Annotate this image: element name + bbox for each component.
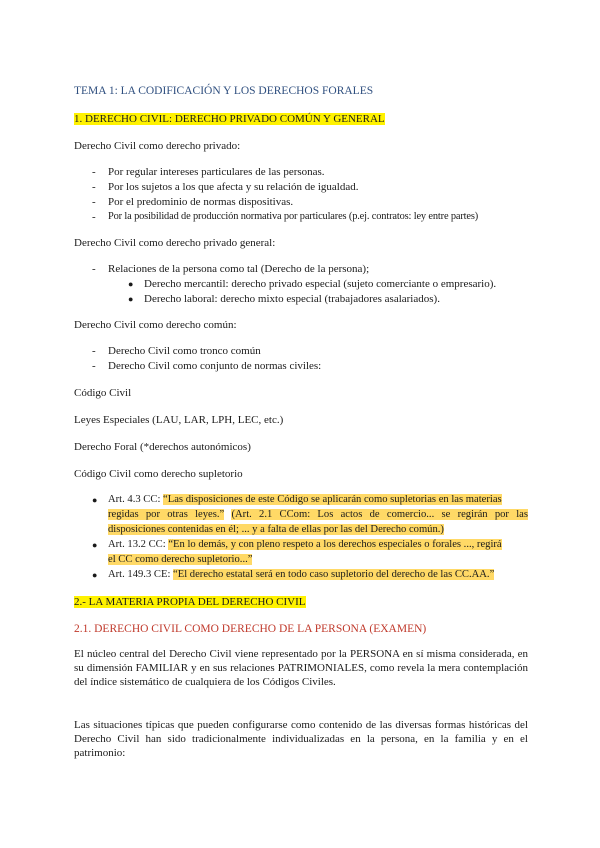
article-4-3-line2	[108, 508, 528, 522]
leyes-especiales: Leyes Especiales (LAU, LAR, LPH, LEC, etc.)	[74, 414, 284, 426]
sub-list-item: Derecho laboral: derecho mixto especial (trabajadores asalariados).	[144, 293, 440, 305]
dash-marker: -	[92, 263, 96, 275]
article-quote: el CC como derecho supletorio...”	[108, 554, 253, 565]
dash-marker: -	[92, 360, 96, 372]
bullet-marker: ●	[92, 570, 98, 580]
bullet-marker: ●	[92, 540, 98, 550]
dash-marker: -	[92, 196, 96, 208]
article-quote: “Las disposiciones de este Código se aplicarán como supletorias en las materias	[163, 494, 502, 505]
list-item: Derecho Civil como tronco común	[108, 345, 261, 357]
dash-marker: -	[92, 166, 96, 178]
section1-heading-text: 1. DERECHO CIVIL: DERECHO PRIVADO COMÚN Y GENERAL	[74, 113, 385, 125]
article-4-3-line1	[108, 493, 528, 507]
dash-marker: -	[92, 211, 96, 223]
article-quote: “El derecho estatal será en todo caso supletorio del derecho de las CC.AA.”	[173, 569, 495, 580]
section2-1-heading: 2.1. DERECHO CIVIL COMO DERECHO DE LA PERSONA (EXAMEN)	[74, 623, 427, 635]
bullet-marker: ●	[128, 294, 134, 304]
paragraph-situaciones: Las situaciones típicas que pueden configurarse como contenido de las diversas formas históricas del Derecho Civil han sido tradicionalmente individualizadas en la persona, en la familia y en el patrimonio:	[74, 719, 528, 759]
list-item: Por la posibilidad de producción normativa por particulares (p.ej. contratos: ley entre partes)	[108, 211, 479, 222]
section2-heading-text: 2.- LA MATERIA PROPIA DEL DERECHO CIVIL	[74, 596, 306, 608]
article-13-2-line2	[108, 553, 252, 567]
list-item: Relaciones de la persona como tal (Derecho de la persona);	[108, 263, 370, 275]
bullet-marker: ●	[128, 279, 134, 289]
comun-label: Derecho Civil como derecho común:	[74, 319, 237, 331]
bullet-marker: ●	[92, 495, 98, 505]
paragraph-persona: El núcleo central del Derecho Civil viene representado por la PERSONA en sí misma considerada, en su dimensión FAMILIAR y en sus relaciones PATRIMONIALES, como revela la mera contemplación del índice sistemático de cualquiera de los Códigos Civiles.	[74, 648, 528, 688]
article-149-3-line1	[108, 568, 494, 582]
derecho-foral: Derecho Foral (*derechos autonómicos)	[74, 441, 251, 453]
sub-list-item: Derecho mercantil: derecho privado especial (sujeto comerciante o empresario).	[144, 278, 497, 290]
article-ref: Art. 13.2 CC:	[108, 539, 166, 550]
article-ref: Art. 4.3 CC:	[108, 494, 161, 505]
dash-marker: -	[92, 345, 96, 357]
list-item: Por el predominio de normas dispositivas.	[108, 196, 294, 208]
article-quote: “En lo demás, y con pleno respeto a los derechos especiales o forales ..., regirá	[168, 539, 502, 550]
dash-marker: -	[92, 181, 96, 193]
article-4-3-line3	[108, 523, 444, 537]
article-note: (Art. 2.1 CCom: Los actos de comercio... se regirán por las	[231, 509, 528, 520]
section2-heading	[74, 595, 306, 609]
article-quote: regidas por otras leyes.”	[108, 509, 225, 520]
article-ref: Art. 149.3 CE:	[108, 569, 171, 580]
supletorio-label: Código Civil como derecho supletorio	[74, 468, 243, 480]
list-item: Por los sujetos a los que afecta y su relación de igualdad.	[108, 181, 359, 193]
list-item: Por regular intereses particulares de las personas.	[108, 166, 325, 178]
general-label: Derecho Civil como derecho privado general:	[74, 237, 276, 249]
codigo-civil: Código Civil	[74, 387, 132, 399]
privado-label: Derecho Civil como derecho privado:	[74, 140, 241, 152]
article-note: disposiciones contenidas en él; ... y a falta de ellas por las del Derecho común.)	[108, 524, 444, 535]
article-13-2-line1	[108, 538, 528, 552]
section1-heading	[74, 112, 385, 126]
page-title: TEMA 1: LA CODIFICACIÓN Y LOS DERECHOS FORALES	[74, 85, 374, 97]
list-item: Derecho Civil como conjunto de normas civiles:	[108, 360, 322, 372]
